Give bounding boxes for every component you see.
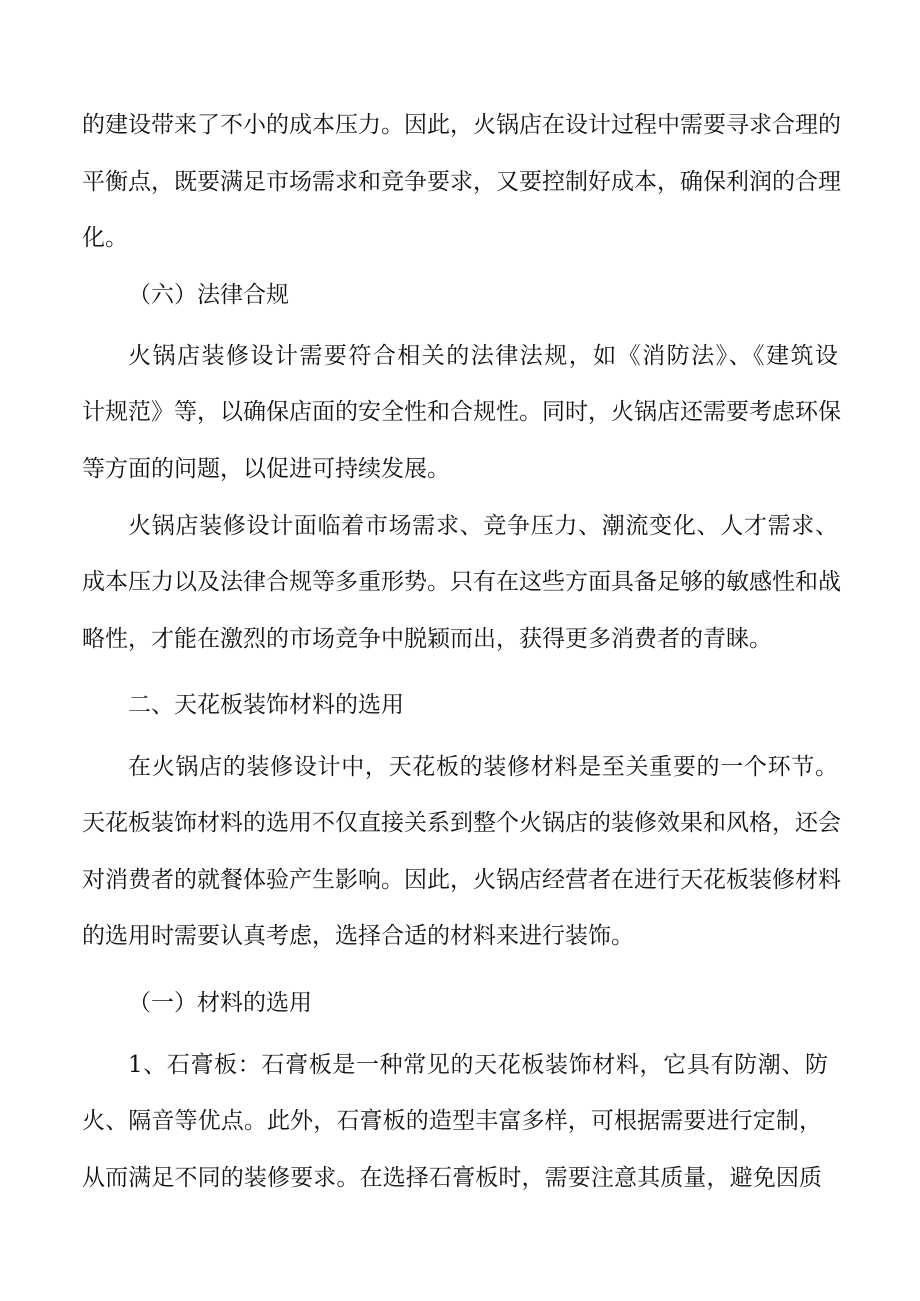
section-heading: （一）材料的选用: [128, 990, 312, 1016]
chapter-heading: 二、天花板装饰材料的选用: [128, 692, 404, 718]
paragraph-line: 1、石膏板：石膏板是一种常见的天花板装饰材料，它具有防潮、防: [128, 1052, 828, 1078]
paragraph-line: 平衡点，既要满足市场需求和竞争要求，又要控制好成本，确保利润的合理: [82, 169, 841, 195]
paragraph-line: 的选用时需要认真考虑，选择合适的材料来进行装饰。: [82, 923, 634, 949]
paragraph-line: 成本压力以及法律合规等多重形势。只有在这些方面具备足够的敏感性和战: [82, 569, 841, 595]
paragraph-line: 的建设带来了不小的成本压力。因此，火锅店在设计过程中需要寻求合理的: [82, 112, 841, 138]
paragraph-line: 等方面的问题，以促进可持续发展。: [82, 456, 450, 482]
paragraph-line: 略性，才能在激烈的市场竞争中脱颖而出，获得更多消费者的青睐。: [82, 626, 772, 652]
paragraph-line: 火锅店装修设计面临着市场需求、竞争压力、潮流变化、人才需求、: [128, 513, 838, 539]
paragraph-line: 天花板装饰材料的选用不仅直接关系到整个火锅店的装修效果和风格，还会: [82, 810, 841, 836]
paragraph-line: 火锅店装修设计需要符合相关的法律法规，如《消防法》、《建筑设: [128, 343, 838, 369]
paragraph-line: 计规范》等，以确保店面的安全性和合规性。同时，火锅店还需要考虑环保: [82, 399, 841, 425]
paragraph-line: 在火锅店的装修设计中，天花板的装修材料是至关重要的一个环节。: [128, 754, 838, 780]
section-heading: （六）法律合规: [128, 282, 289, 308]
paragraph-line: 火、隔音等优点。此外，石膏板的造型丰富多样，可根据需要进行定制，: [82, 1108, 822, 1134]
paragraph-line: 化。: [82, 225, 128, 251]
paragraph-line: 对消费者的就餐体验产生影响。因此，火锅店经营者在进行天花板装修材料: [82, 867, 841, 893]
paragraph-line: 从而满足不同的装修要求。在选择石膏板时，需要注意其质量，避免因质: [82, 1165, 822, 1191]
